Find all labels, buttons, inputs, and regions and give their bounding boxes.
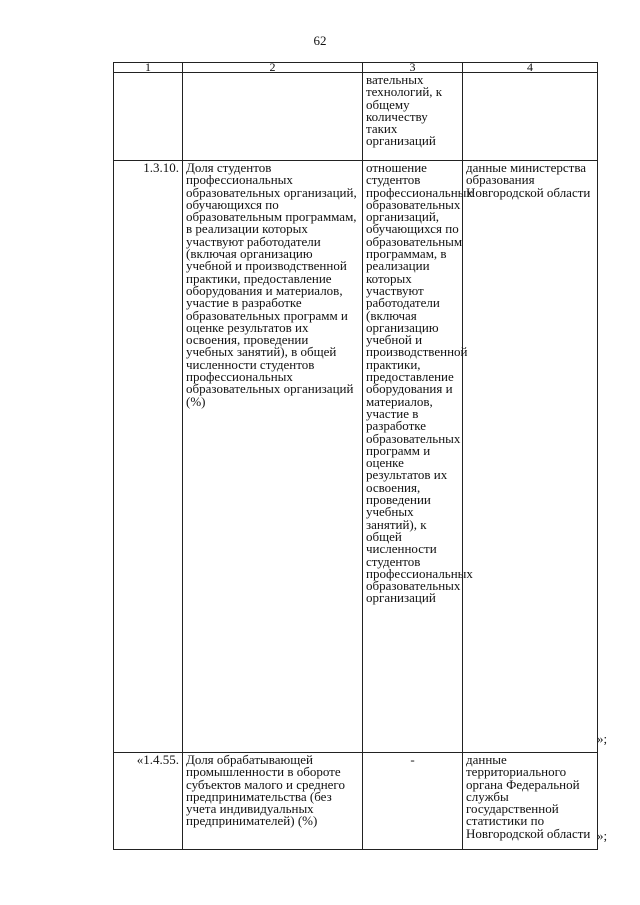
formula-cell: вательных технологий, к общему количеству таких организаций xyxy=(363,73,463,161)
row-number xyxy=(114,73,183,161)
indicator-cell: Доля обрабатывающей промышленности в обороте субъектов малого и среднего предпринимательства (без учета индивидуальных предпринимателей) (%) xyxy=(183,753,363,850)
table-row xyxy=(114,73,598,161)
table-header-row xyxy=(114,63,598,73)
source-cell: данные министерства образования Новгородской области xyxy=(463,161,598,753)
page-number: 62 xyxy=(313,33,327,48)
formula-cell: отношение студентов профессиональных образовательных организаций, обучающихся по образовательным программам, в реализации которых участвуют работодатели (включая организацию учебной и производственной практики, предоставление оборудования и материалов, участие в разработке образовательных программ и оценке результатов их освоения, проведении учебных занятий), к общей численности студентов профессиональных образовательных организаций xyxy=(363,161,463,753)
indicator-cell: Доля студентов профессиональных образовательных организаций, обучающихся по образовательным программам, в реализации которых участвуют работодатели (включая организацию учебной и производственной практики, предоставление оборудования и материалов, участие в разработке образовательных программ и оценке результатов их освоения, проведении учебных занятий), в общей численности студентов профессиональных образовательных организаций (%) xyxy=(183,161,363,753)
indicators-table xyxy=(113,62,598,850)
table-row xyxy=(114,753,598,850)
row-closing-mark: »; xyxy=(597,731,608,746)
row-closing-mark: »; xyxy=(597,828,608,843)
column-header: 4 xyxy=(463,63,598,73)
column-header: 3 xyxy=(363,63,463,73)
formula-cell: - xyxy=(363,753,463,850)
indicator-cell xyxy=(183,73,363,161)
column-header: 1 xyxy=(114,63,183,73)
row-number: 1.3.10. xyxy=(114,161,183,753)
column-header: 2 xyxy=(183,63,363,73)
source-cell: данные территориального органа Федеральной службы государственной статистики по Новгородской области xyxy=(463,753,598,850)
table-row xyxy=(114,161,598,753)
source-cell xyxy=(463,73,598,161)
row-number: «1.4.55. xyxy=(114,753,183,850)
